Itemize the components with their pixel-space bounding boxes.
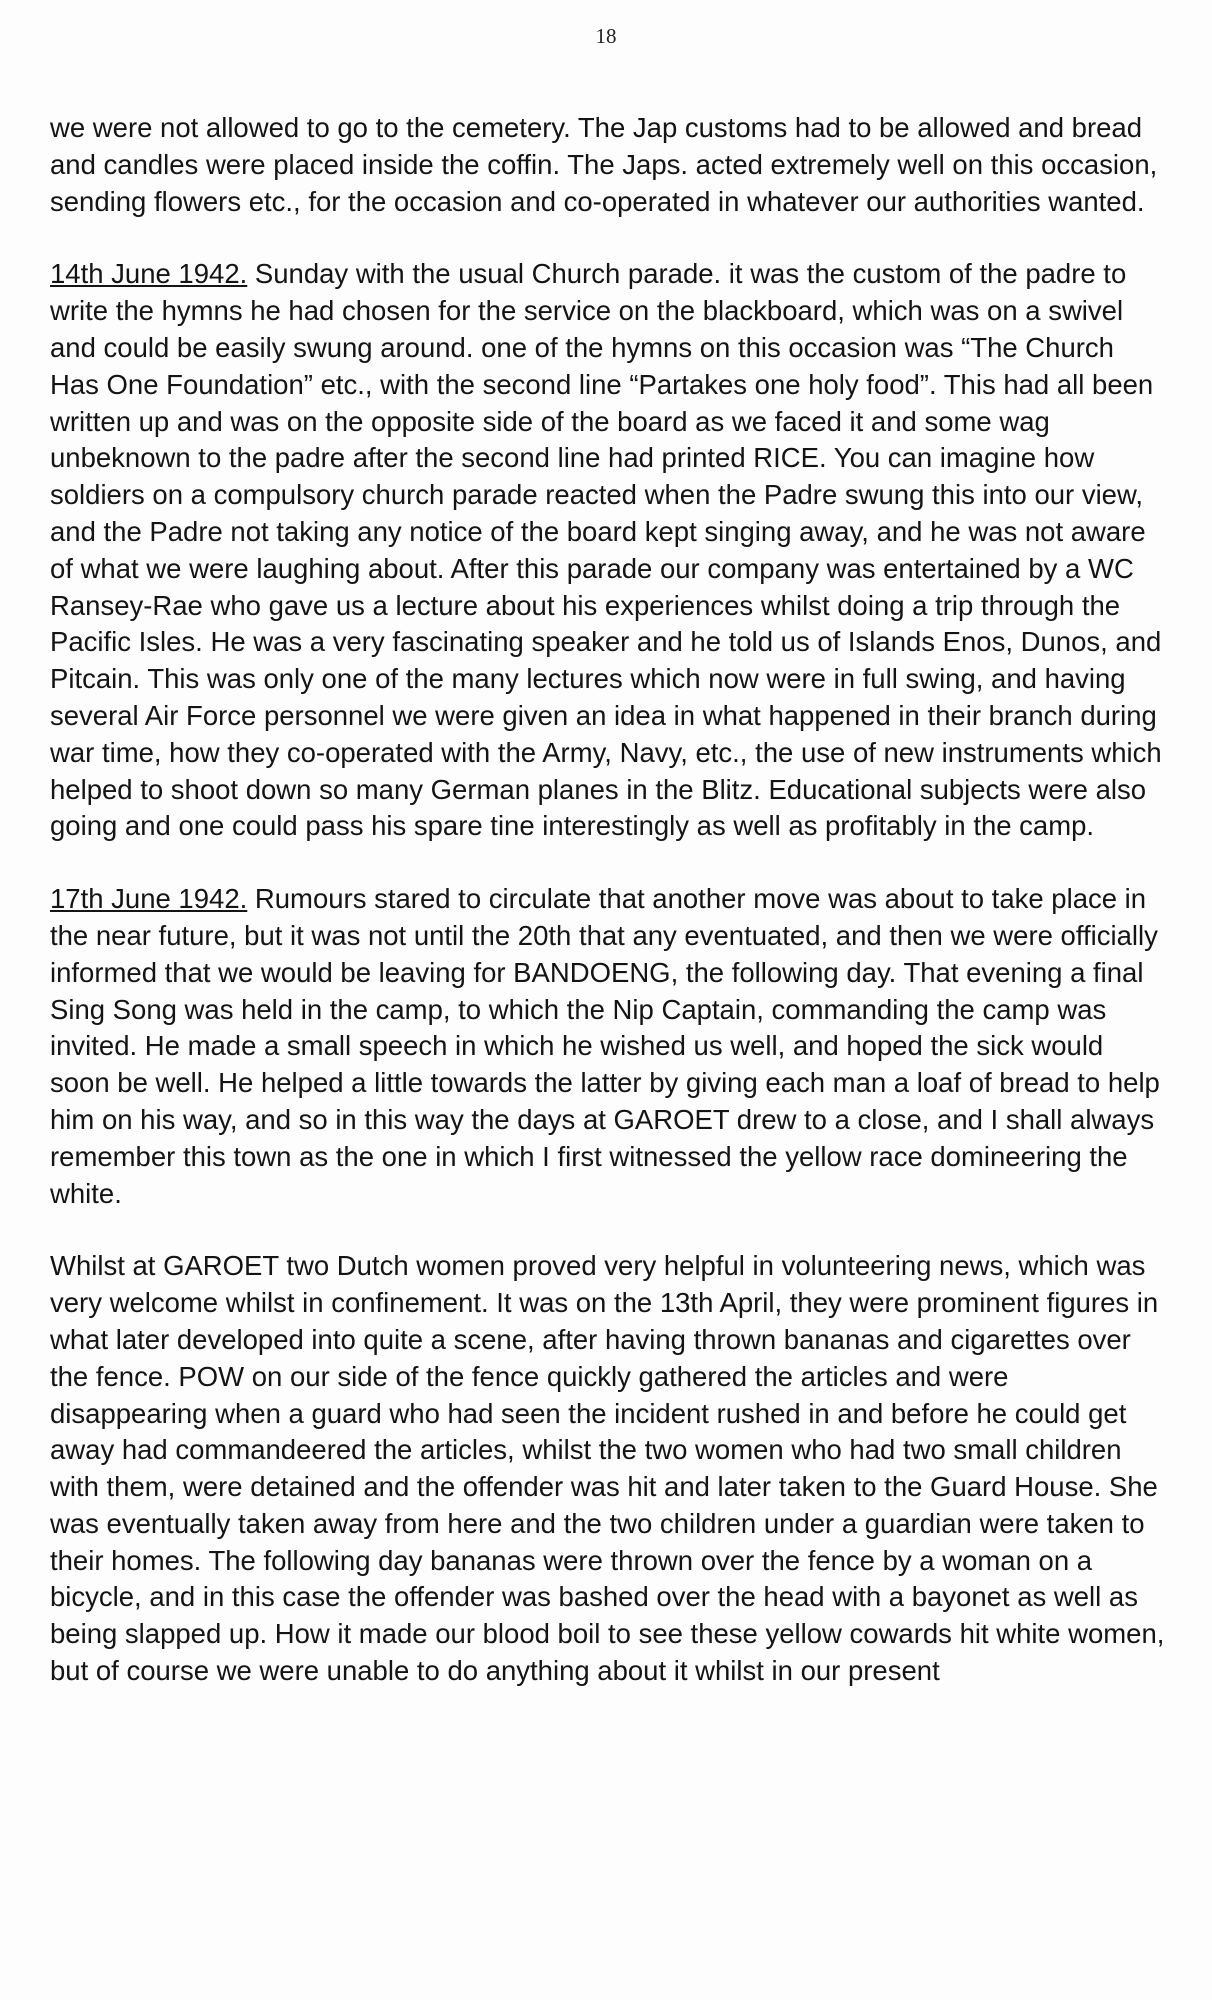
document-body <box>50 110 1170 1726</box>
paragraph-text: we were not allowed to go to the cemetery. The Jap customs had to be allowed and bread and candles were placed inside the coffin. The Japs. acted extremely well on this occasion, sending flowers etc., for the occasion and co-operated in whatever our authorities wanted. <box>50 112 1158 217</box>
entry-date: 14th June 1942. <box>50 258 248 290</box>
paragraph-text: Sunday with the usual Church parade. it was the custom of the padre to write the hymns he had chosen for the service on the blackboard, which was on a swivel and could be easily swung around. one of the hymns on this occasion was “The Church Has One Foundation” etc., with the second line “Partakes one holy food”. This had all been written up and was on the opposite side of the board as we faced it and some wag unbeknown to the padre after the second line had printed RICE. You can imagine how soldiers on a compulsory church parade reacted when the Padre swung this into our view, and the Padre not taking any notice of the board kept singing away, and he was not aware of what we were laughing about. After this parade our company was entertained by a WC Ransey-Rae who gave us a lecture about his experiences whilst doing a trip through the Pacific Isles. He was a very fascinating speaker and he told us of Islands Enos, Dunos, and Pitcain. This was only one of the many lectures which now were in full swing, and having several Air Force personnel we were given an idea in what happened in their branch during war time, how they co-operated with the Army, Navy, etc., the use of new instruments which helped to shoot down so many German planes in the Blitz. Educational subjects were also going and one could pass his spare tine interestingly as well as profitably in the camp. <box>50 258 1162 842</box>
entry-date: 17th June 1942. <box>50 883 248 915</box>
paragraph-text: Rumours stared to circulate that another move was about to take place in the near future, but it was not until the 20th that any eventuated, and then we were officially informed that we would be leaving for BANDOENG, the following day. That evening a final Sing Song was held in the camp, to which the Nip Captain, commanding the camp was invited. He made a small speech in which he wished us well, and hoped the sick would soon be well. He helped a little towards the latter by giving each man a loaf of bread to help him on his way, and so in this way the days at GAROET drew to a close, and I shall always remember this town as the one in which I first witnessed the yellow race domineering the white. <box>50 883 1160 1209</box>
paragraph-text: Whilst at GAROET two Dutch women proved very helpful in volunteering news, which was very welcome whilst in confinement. It was on the 13th April, they were prominent figures in what later developed into quite a scene, after having thrown bananas and cigarettes over the fence. POW on our side of the fence quickly gathered the articles and were disappearing when a guard who had seen the incident rushed in and before he could get away had commandeered the articles, whilst the two women who had two small children with them, were detained and the offender was hit and later taken to the Guard House. She was eventually taken away from here and the two children under a guardian were taken to their homes. The following day bananas were thrown over the fence by a woman on a bicycle, and in this case the offender was bashed over the head with a bayonet as well as being slapped up. How it made our blood boil to see these yellow cowards hit white women, but of course we were unable to do anything about it whilst in our present <box>50 1250 1165 1687</box>
page-number: 18 <box>595 24 617 48</box>
paragraph-funeral <box>50 110 1170 220</box>
paragraph-17th-june <box>50 881 1170 1212</box>
paragraph-garoet-women <box>50 1248 1170 1690</box>
paragraph-14th-june <box>50 256 1170 845</box>
